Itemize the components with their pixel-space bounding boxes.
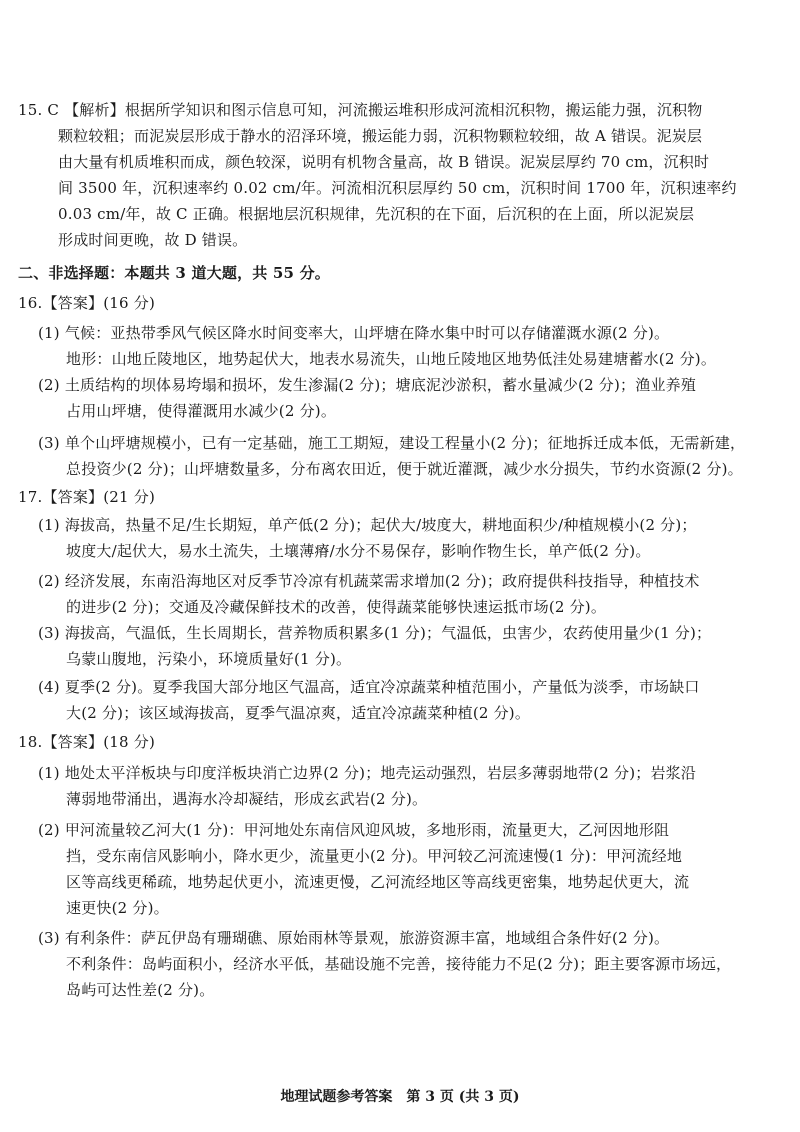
q17-line: 坡度大/起伏大，易水土流失，土壤薄瘠/水分不易保存，影响作物生长，单产低(2 分)。 — [66, 542, 651, 560]
q15-line: 间 3500 年，沉积速率约 0.02 cm/年。河流相沉积层厚约 50 cm，沉积时间 1700 年，沉积速率约 — [58, 179, 737, 197]
q17-line: (3) 海拔高，气温低，生长周期长，营养物质积累多(1 分)；气温低，虫害少，农药使用量少(1 分)； — [38, 624, 712, 642]
q17-line: 乌蒙山腹地，污染小，环境质量好(1 分)。 — [66, 650, 352, 668]
q18-line: 薄弱地带涌出，遇海水冷却凝结，形成玄武岩(2 分)。 — [66, 790, 428, 808]
q17-line: 大(2 分)；该区域海拔高，夏季气温凉爽，适宜冷凉蔬菜种植(2 分)。 — [66, 704, 531, 722]
q17-line: 的进步(2 分)；交通及冷藏保鲜技术的改善，使得蔬菜能够快速运抵市场(2 分)。 — [66, 598, 607, 616]
q16-line: (2) 土质结构的坝体易垮塌和损坏，发生渗漏(2 分)；塘底泥沙淤积，蓄水量减少(2 分)；渔业养殖 — [38, 376, 697, 394]
q15-line: 0.03 cm/年，故 C 正确。根据地层沉积规律，先沉积的在下面，后沉积的在上面，所以泥炭层 — [58, 205, 695, 223]
q16-line: 地形：山地丘陵地区，地势起伏大，地表水易流失，山地丘陵地区地势低洼处易建塘蓄水(2 分)。 — [66, 350, 717, 368]
q18-line: 挡，受东南信风影响小，降水更少，流量更小(2 分)。甲河较乙河流速慢(1 分)：甲河流经地 — [66, 847, 683, 865]
q18-line: 岛屿可达性差(2 分)。 — [66, 981, 215, 999]
q15-line: 形成时间更晚，故 D 错误。 — [58, 231, 248, 249]
q18-header: 18.【答案】(18 分) — [18, 733, 156, 751]
q16-line: 总投资少(2 分)；山坪塘数量多，分布离农田近，便于就近灌溉，减少水分损失，节约水资源(2 分)。 — [66, 460, 743, 478]
q17-line: (1) 海拔高，热量不足/生长期短，单产低(2 分)；起伏大/坡度大，耕地面积少/种植规模小(2 分)； — [38, 516, 697, 534]
q17-line: (4) 夏季(2 分)。夏季我国大部分地区气温高，适宜冷凉蔬菜种植范围小，产量低为淡季，市场缺口 — [38, 678, 700, 696]
q15-line: 15. C 【解析】根据所学知识和图示信息可知，河流搬运堆积形成河流相沉积物，搬运能力强，沉积物 — [18, 101, 703, 119]
q18-line: (3) 有利条件：萨瓦伊岛有珊瑚礁、原始雨林等景观，旅游资源丰富，地域组合条件好(2 分)。 — [38, 929, 670, 947]
q16-line: 占用山坪塘，使得灌溉用水减少(2 分)。 — [66, 402, 337, 420]
q16-line: (1) 气候：亚热带季风气候区降水时间变率大，山坪塘在降水集中时可以存储灌溉水源(2 分)。 — [38, 324, 670, 342]
q15-line: 颗粒较粗；而泥炭层形成于静水的沼泽环境，搬运能力弱，沉积物颗粒较细，故 A 错误。泥炭层 — [58, 127, 703, 145]
q17-header: 17.【答案】(21 分) — [18, 488, 156, 506]
q18-line: (1) 地处太平洋板块与印度洋板块消亡边界(2 分)；地壳运动强烈，岩层多薄弱地带(2 分)；岩浆沿 — [38, 764, 697, 782]
q16-line: (3) 单个山坪塘规模小，已有一定基础，施工工期短，建设工程量小(2 分)；征地拆迁成本低，无需新建， — [38, 434, 746, 452]
q18-line: 区等高线更稀疏，地势起伏更小，流速更慢，乙河流经地区等高线更密集，地势起伏更大，流 — [66, 873, 690, 891]
page-footer: 地理试题参考答案 第 3 页 (共 3 页) — [280, 1089, 520, 1105]
q17-line: (2) 经济发展，东南沿海地区对反季节冷凉有机蔬菜需求增加(2 分)；政府提供科技指导，种植技术 — [38, 572, 700, 590]
q18-line: 速更快(2 分)。 — [66, 899, 169, 917]
q18-line: 不利条件：岛屿面积小，经济水平低，基础设施不完善，接待能力不足(2 分)；距主要客源市场远， — [66, 955, 732, 973]
q18-line: (2) 甲河流量较乙河大(1 分)：甲河地处东南信风迎风坡，多地形雨，流量更大，乙河因地形阻 — [38, 821, 670, 839]
q16-header: 16.【答案】(16 分) — [18, 294, 156, 312]
q15-line: 由大量有机质堆积而成，颜色较深，说明有机物含量高，故 B 错误。泥炭层厚约 70 cm，沉积时 — [58, 153, 710, 171]
section-heading: 二、非选择题：本题共 3 道大题，共 55 分。 — [18, 264, 331, 282]
